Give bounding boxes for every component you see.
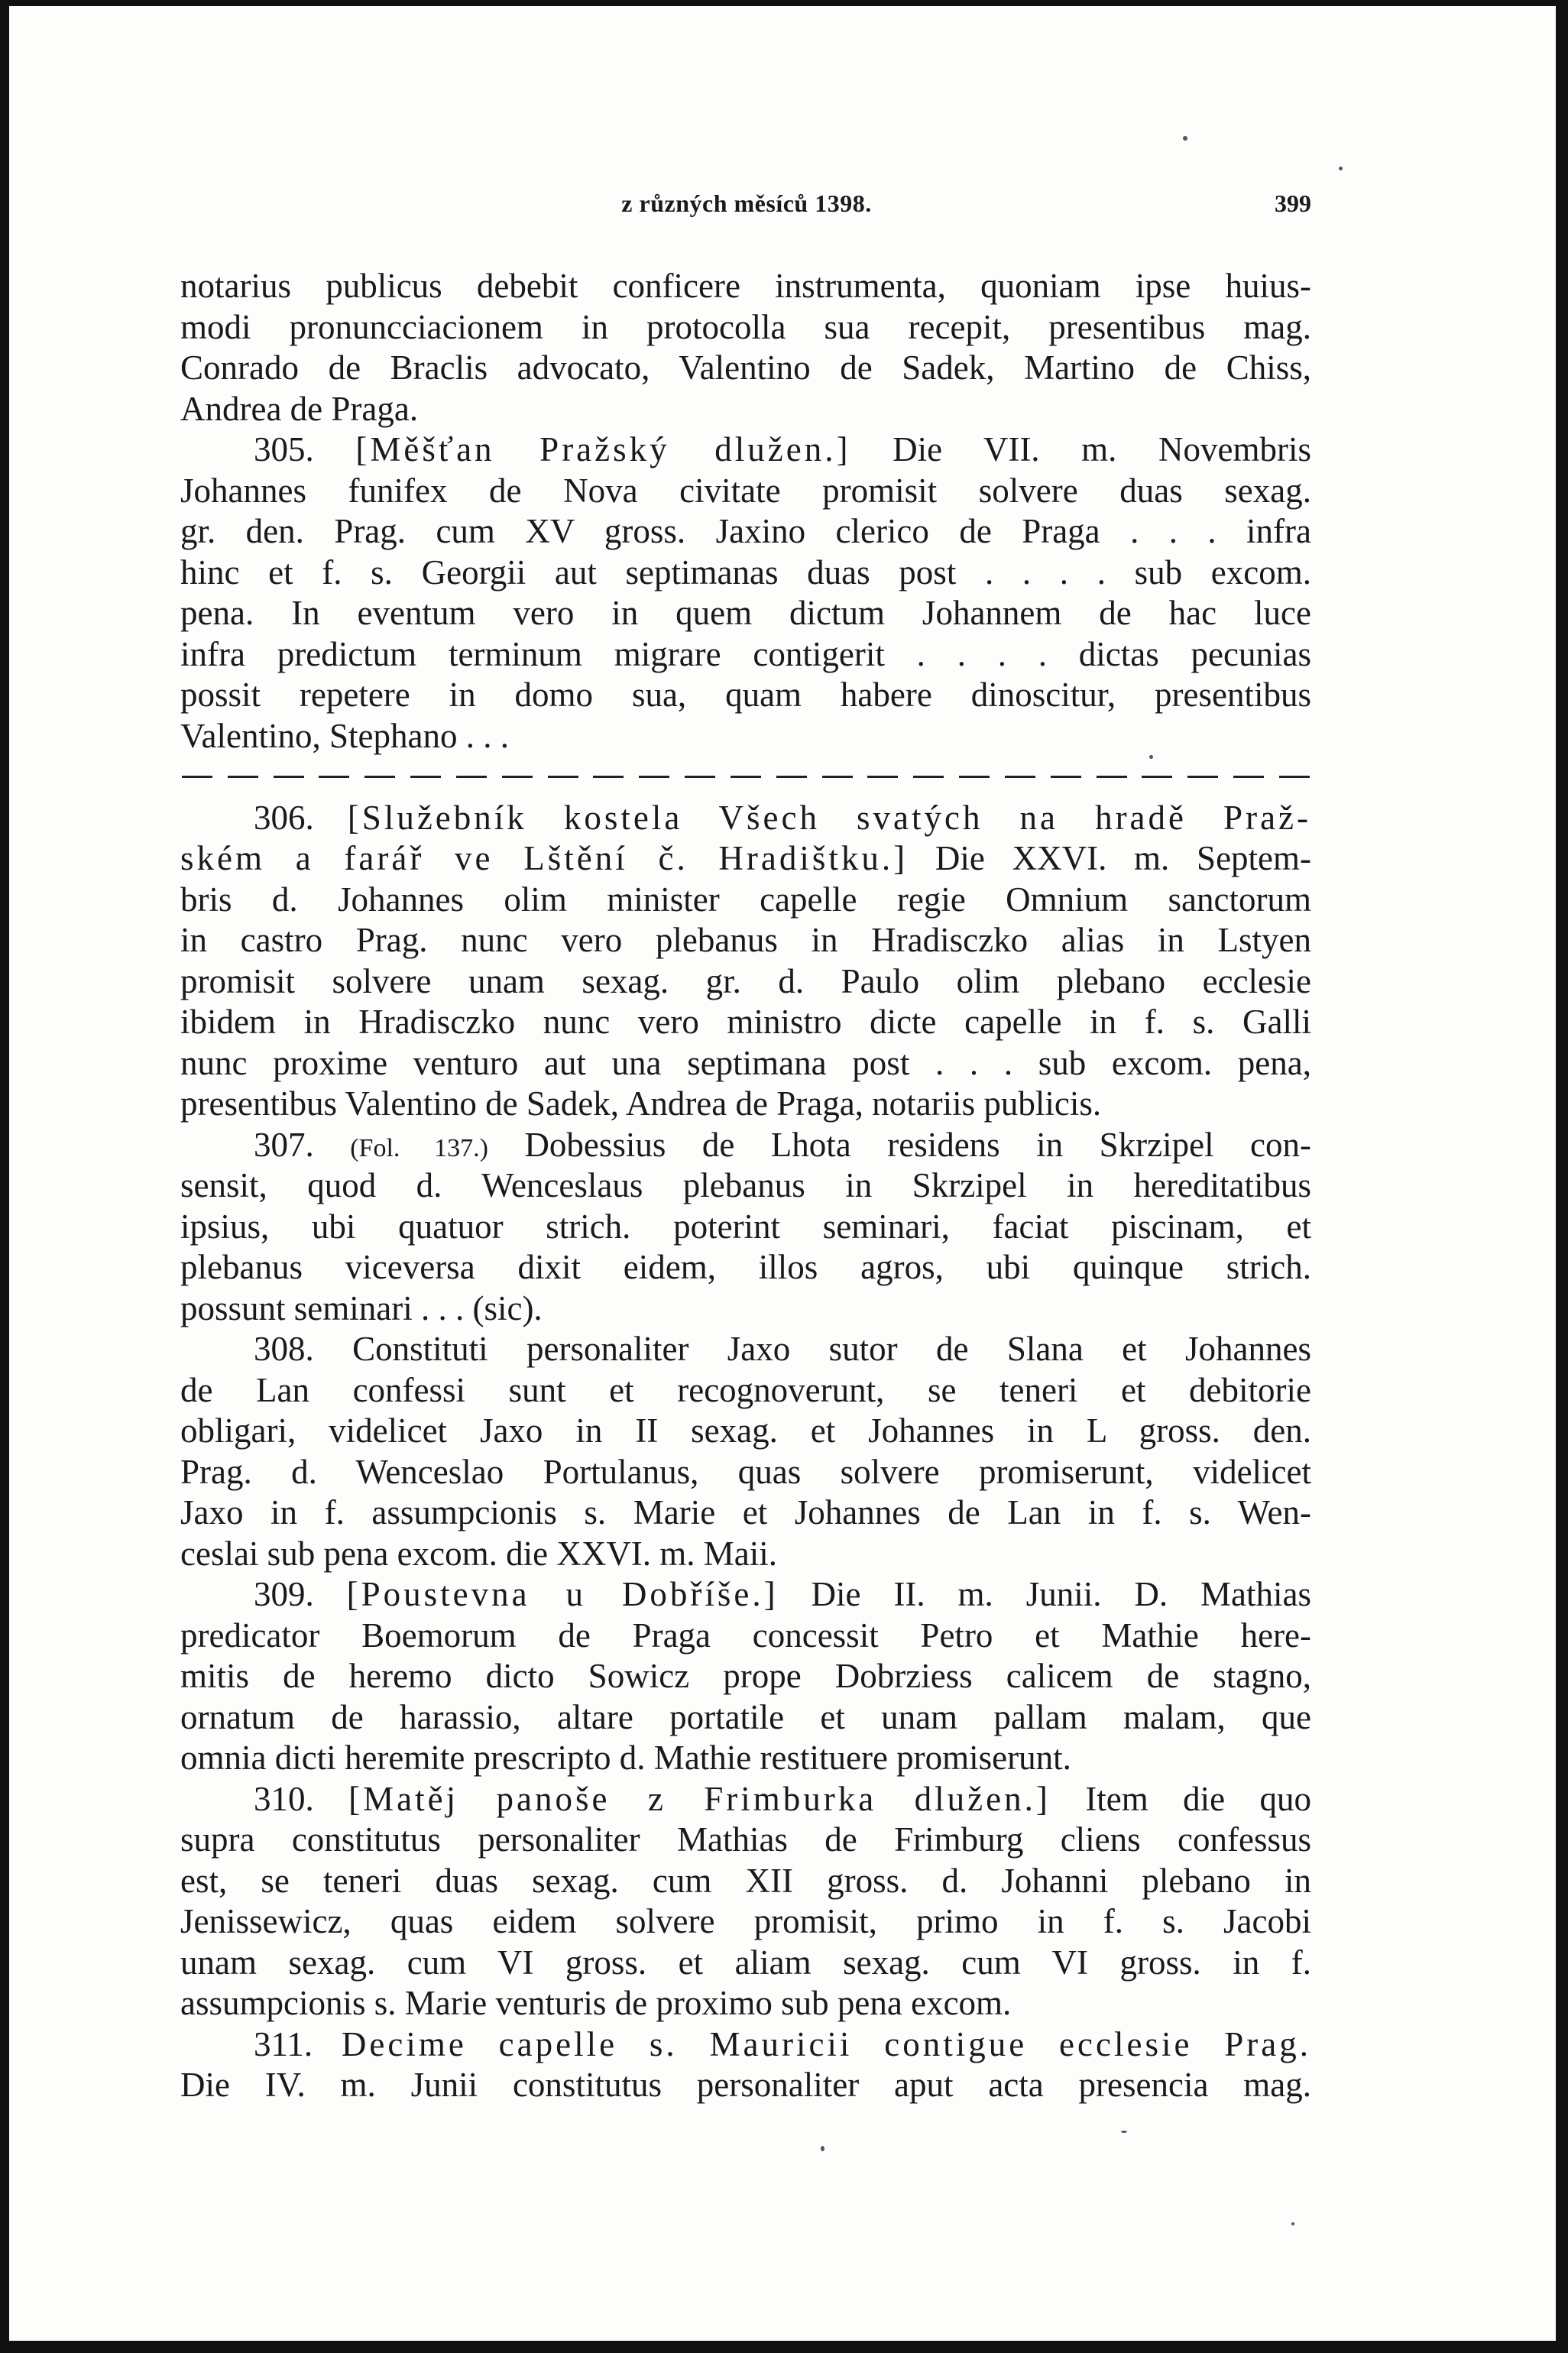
- text-line: presentibus Valentino de Sadek, Andrea de Praga, notariis publicis.: [180, 1084, 1102, 1123]
- entry-text: Die XXVI. m. Septem-: [908, 839, 1312, 877]
- text-line: sensit, quod d. Wenceslaus plebanus in Skrzipel in hereditatibus: [180, 1166, 1311, 1204]
- dashed-separator: [180, 757, 1311, 798]
- entry-title: [Matěj panoše z Frimburka dlužen.]: [348, 1779, 1051, 1818]
- text-line: nunc proxime venturo aut una septimana post . . . sub excom. pena,: [180, 1043, 1311, 1082]
- entry-number: 305.: [254, 430, 356, 468]
- text-line: ceslai sub pena excom. die XXVI. m. Maii.: [180, 1534, 778, 1573]
- entry-number: 309.: [254, 1575, 347, 1613]
- scan-speck: [1149, 755, 1153, 759]
- text-line: Johannes funifex de Nova civitate promisit solvere duas sexag.: [180, 471, 1311, 510]
- text-line: modi pronuncciacionem in protocolla sua recepit, presentibus mag.: [180, 307, 1311, 346]
- running-title: z různých měsíců 1398.: [621, 190, 872, 217]
- entry-309-first-line: [180, 1574, 1311, 1616]
- entry-308-first-line: 308. Constituti personaliter Jaxo sutor de Slana et Johannes: [254, 1330, 1311, 1368]
- entry-310-first-line: [180, 1779, 1311, 1820]
- text-line: possunt seminari . . . (sic).: [180, 1288, 543, 1327]
- text-line: obligari, videlicet Jaxo in II sexag. et Johannes in L gross. den.: [180, 1411, 1311, 1450]
- text-line: plebanus viceversa dixit eidem, illos agros, ubi quinque strich.: [180, 1248, 1311, 1286]
- entry-title: [Poustevna u Dobříše.]: [346, 1575, 779, 1613]
- scan-speck: [821, 2146, 824, 2151]
- entry-title: [Měšťan Pražský dlužen.]: [355, 430, 851, 468]
- text-line: hinc et f. s. Georgii aut septimanas duas post . . . . sub excom.: [180, 553, 1311, 591]
- scan-speck: [1291, 2222, 1294, 2225]
- entry-text: Die VII. m. Novembris: [850, 430, 1312, 468]
- text-line: Andrea de Praga.: [180, 389, 419, 428]
- entry-number: 306.: [254, 798, 348, 837]
- entry-text: Item die quo: [1050, 1779, 1311, 1818]
- text-line: de Lan confessi sunt et recognoverunt, se teneri et debitorie: [180, 1370, 1311, 1409]
- text-line: ornatum de harassio, altare portatile et unam pallam malam, que: [180, 1697, 1311, 1736]
- text-line: predicator Boemorum de Praga concessit Petro et Mathie here-: [180, 1616, 1311, 1655]
- text-line: ipsius, ubi quatuor strich. poterint seminari, faciat piscinam, et: [180, 1207, 1311, 1246]
- scan-speck: [1339, 167, 1343, 170]
- entry-title: Decime capelle s. Mauricii contigue ecclesie Prag.: [341, 2024, 1311, 2063]
- folio-reference: (Fol. 137.): [350, 1133, 488, 1162]
- entry-305-first-line: [180, 429, 1311, 471]
- text-line: gr. den. Prag. cum XV gross. Jaxino clerico de Praga . . . infra: [180, 512, 1311, 550]
- text-line: Jenissewicz, quas eidem solvere promisit, primo in f. s. Jacobi: [180, 1902, 1311, 1940]
- text-line: omnia dicti heremite prescripto d. Mathie restituere promiserunt.: [180, 1739, 1071, 1777]
- entry-number: 307.: [254, 1125, 351, 1164]
- text-line: in castro Prag. nunc vero plebanus in Hradisczko alias in Lstyen: [180, 921, 1311, 959]
- entry-306-second-line: [180, 838, 1311, 880]
- text-line: Conrado de Braclis advocato, Valentino de Sadek, Martino de Chiss,: [180, 348, 1311, 387]
- scan-speck: [1183, 136, 1187, 141]
- text-line: est, se teneri duas sexag. cum XII gross. d. Johanni plebano in: [180, 1861, 1311, 1900]
- page-number: 399: [1275, 190, 1311, 217]
- entry-306-first-line: [180, 798, 1311, 839]
- text-line: Valentino, Stephano . . .: [180, 716, 509, 755]
- page-header: [182, 190, 1311, 228]
- text-line: assumpcionis s. Marie venturis de proximo sub pena excom.: [180, 1984, 1012, 2022]
- text-line: supra constitutus personaliter Mathias de Frimburg cliens confessus: [180, 1820, 1311, 1859]
- text-line: bris d. Johannes olim minister capelle regie Omnium sanctorum: [180, 880, 1311, 919]
- text-line: mitis de heremo dicto Sowicz prope Dobrziess calicem de stagno,: [180, 1657, 1311, 1695]
- entry-title: [Služebník kostela Všech svatých na hradě Praž-: [347, 798, 1311, 837]
- text-line: possit repetere in domo sua, quam habere dinoscitur, presentibus: [180, 676, 1311, 714]
- text-line: pena. In eventum vero in quem dictum Johannem de hac luce: [180, 594, 1311, 632]
- scan-speck: [1121, 2131, 1127, 2133]
- text-line: Die IV. m. Junii constitutus personaliter aput acta presencia mag.: [180, 2066, 1311, 2104]
- text-line: ibidem in Hradisczko nunc vero ministro dicte capelle in f. s. Galli: [180, 1003, 1311, 1041]
- entry-311-first-line: [180, 2024, 1311, 2066]
- text-line: unam sexag. cum VI gross. et aliam sexag. cum VI gross. in f.: [180, 1943, 1311, 1982]
- text-line: infra predictum terminum migrare contigerit . . . . dictas pecunias: [180, 634, 1311, 673]
- text-line: notarius publicus debebit conficere instrumenta, quoniam ipse huius-: [180, 267, 1311, 305]
- entry-number: 310.: [254, 1779, 349, 1818]
- body-text: [180, 266, 1311, 2106]
- entry-title: ském a farář ve Lštění č. Hradištku.]: [180, 839, 909, 877]
- entry-307-first-line: [180, 1125, 1311, 1166]
- text-line: Prag. d. Wenceslao Portulanus, quas solvere promiserunt, videlicet: [180, 1452, 1311, 1491]
- text-line: Jaxo in f. assumpcionis s. Marie et Johannes de Lan in f. s. Wen-: [180, 1493, 1311, 1531]
- entry-number: 311.: [254, 2024, 342, 2063]
- entry-text: Die II. m. Junii. D. Mathias: [778, 1575, 1312, 1613]
- entry-text: Dobessius de Lhota residens in Skrzipel con-: [488, 1125, 1311, 1164]
- text-line: promisit solvere unam sexag. gr. d. Paulo olim plebano ecclesie: [180, 961, 1311, 1000]
